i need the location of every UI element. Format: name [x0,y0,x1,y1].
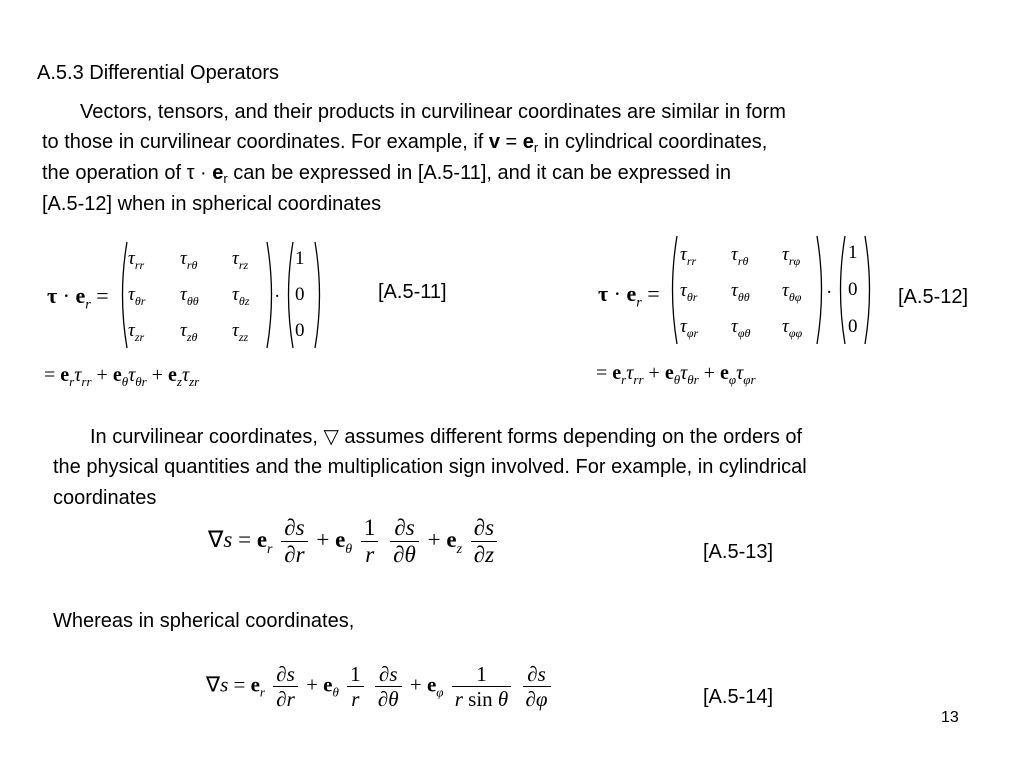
tau-theta-theta-sph: $\tau_{\theta\theta}$ [731,280,750,304]
tau-z-theta: $\tau_{z\theta}$ [180,320,198,344]
page-number: 13 [941,709,959,726]
tau-theta-theta: $\tau_{\theta\theta}$ [180,284,199,308]
equation-a5-11-result: = $e_r\tau_{rr} + e_\theta\tau_{\theta r} + e_z\tau_{zr}$ [44,364,200,389]
vector-entry-0b-sph: 0 [848,316,858,337]
equation-label-a5-14: [A.5-14] [703,686,774,708]
paragraph-2-line-2: the physical quantities and the multiplication sign involved. For example, in cylindrical [53,456,807,478]
tau-theta-r-sph: $\tau_{\theta r}$ [680,280,698,304]
paragraph-2-line-1: In curvilinear coordinates, ▽ assumes different forms depending on the orders of [90,426,803,448]
vector-bracket-left-12 [834,234,848,346]
vector-entry-0a-sph: 0 [848,279,858,300]
paragraph-1-line-1: Vectors, tensors, and their products in curvilinear coordinates are similar in form [80,101,786,123]
section-title: A.5.3 Differential Operators [37,62,279,84]
tau-phi-theta-sph: $\tau_{\varphi\theta}$ [731,316,751,340]
paragraph-1-line-3: the operation of $\tau \cdot e_r$ can be expressed in [A.5-11], and it can be expressed in [42,162,731,186]
nabla-icon: ▽ [323,426,339,448]
vector-entry-1-sph: 1 [848,242,858,263]
tau-phi-r-sph: $\tau_{\varphi r}$ [680,316,699,340]
tau-theta-z: $\tau_{\theta z}$ [232,284,250,308]
equation-label-a5-13: [A.5-13] [703,541,774,563]
dot-operator-11: · [274,286,281,307]
vector-bracket-right-12 [862,234,876,346]
equation-label-a5-12: [A.5-12] [898,286,969,308]
paragraph-3: Whereas in spherical coordinates, [53,610,355,632]
vector-bracket-left-11 [282,240,296,350]
tau-phi-phi-sph: $\tau_{\varphi\varphi}$ [782,316,803,340]
equation-a5-12-lhs: $\tau \cdot e_r$ = [598,281,660,311]
vector-entry-1: 1 [295,248,305,269]
tau-r-theta: $\tau_{r\theta}$ [180,248,198,272]
tau-theta-phi-sph: $\tau_{\theta\varphi}$ [782,280,802,304]
matrix-bracket-left-12 [666,234,680,346]
tau-rr-sph: $\tau_{rr}$ [680,244,697,268]
tau-r-theta-sph: $\tau_{r\theta}$ [731,244,749,268]
equation-label-a5-11: [A.5-11] [378,281,447,303]
tau-zz: $\tau_{zz}$ [232,320,249,344]
equation-a5-13: $\nabla s = e_r$ $\frac{\partial s}{\partial r}$ + $e_\theta$ $\frac{1}{r}$ $\frac{\partial s}{\partial\theta}$ + $e_z$ $\frac{\partial s}{\partial z}$ [208,515,500,569]
vector-bracket-right-11 [312,240,326,350]
tau-r-phi-sph: $\tau_{r\varphi}$ [782,244,801,268]
tau-rz: $\tau_{rz}$ [232,248,249,272]
vector-entry-0a: 0 [295,284,305,305]
tau-rr: $\tau_{rr}$ [128,248,145,272]
paragraph-2-line-3: coordinates [53,487,157,509]
tau-zr: $\tau_{zr}$ [128,320,145,344]
dot-operator-12: · [826,282,833,303]
paragraph-1-line-4: [A.5-12] when in spherical coordinates [42,193,382,215]
tau-theta-r: $\tau_{\theta r}$ [128,284,146,308]
paragraph-1-line-2: to those in curvilinear coordinates. For example, if $v = e_r$ in cylindrical coordinates, [42,131,768,155]
vector-entry-0b: 0 [295,320,305,341]
equation-a5-12-result: = $e_r\tau_{rr} + e_\theta\tau_{\theta r} + e_\varphi\tau_{\varphi r}$ [596,362,756,387]
equation-a5-11-lhs: $\tau \cdot e_r$ = [47,283,109,313]
equation-a5-14: $\nabla s = e_r$ $\frac{\partial s}{\partial r}$ + $e_\theta$ $\frac{1}{r}$ $\frac{\partial s}{\partial\theta}$ + $e_\varphi$ $\frac{1}{\text{r sin θ}}$ $\frac{\partial s}{\partial\varphi}$ [206,662,554,711]
